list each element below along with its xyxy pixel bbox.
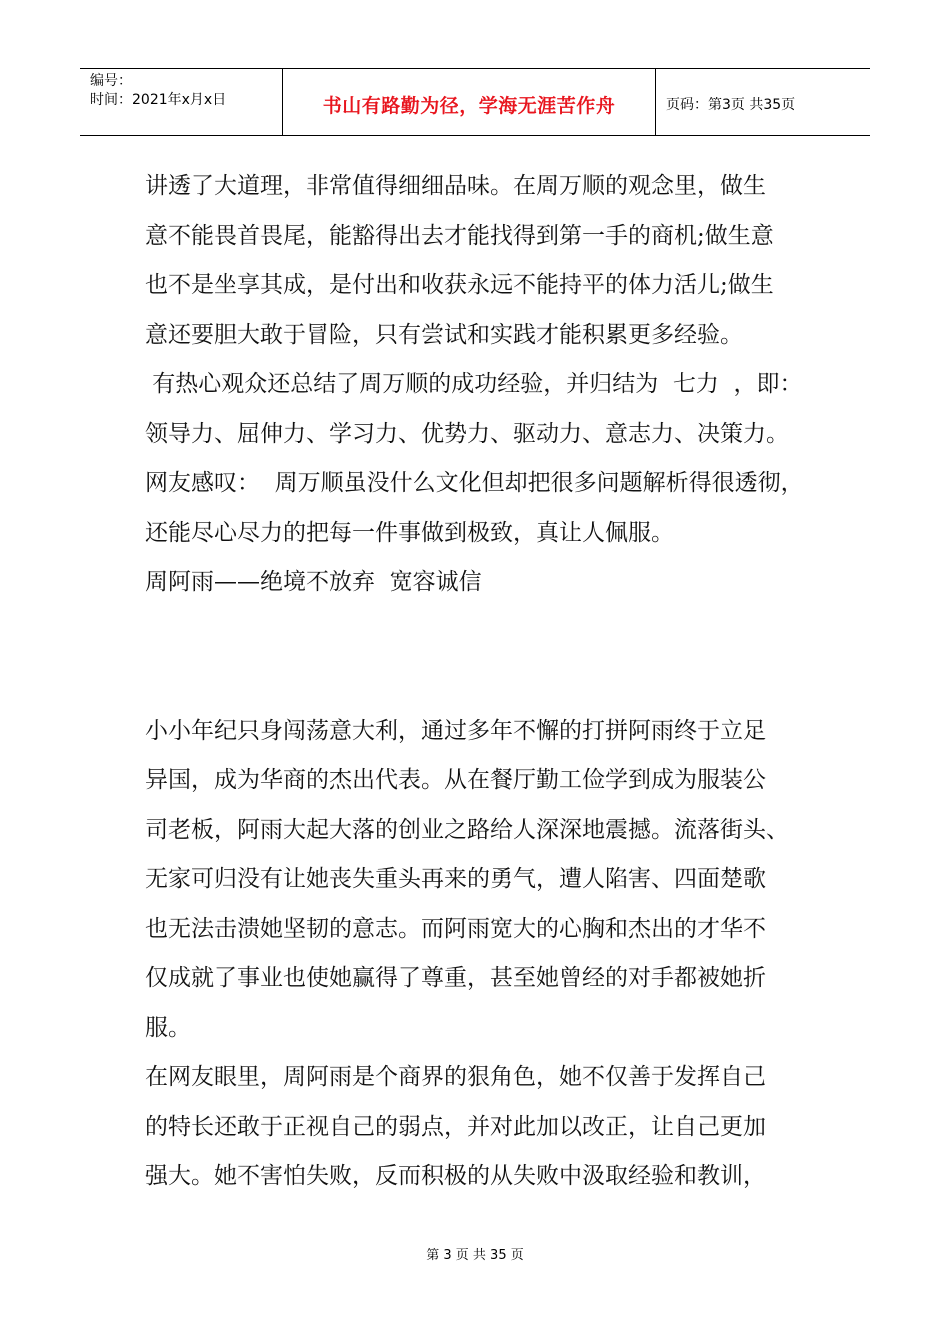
body-line: 服。 [145,1014,191,1041]
body-line: 也不是坐享其成，是付出和收获永远不能持平的体力活儿;做生 [145,272,774,298]
paragraph-gap [145,608,825,707]
body-line: 异国，成为华商的杰出代表。从在餐厅勤工俭学到成为服装公 [145,767,766,793]
body-line: 强大。她不害怕失败，反而积极的从失败中汲取经验和教训， [145,1163,766,1189]
page-header [80,68,870,136]
serial-number-label: 编号： [90,73,132,89]
body-line: 领导力、屈伸力、学习力、优势力、驱动力、意志力、决策力。 [145,420,789,447]
body-line: 司老板，阿雨大起大落的创业之路给人深深地震撼。流落街头、 [145,816,789,843]
body-line: 讲透了大道理，非常值得细细品味。在周万顺的观念里，做生 [145,173,766,199]
page-footer [0,1244,950,1263]
body-line: 有热心观众还总结了周万顺的成功经验，并归结为 七力 ，即： [145,371,803,397]
body-line: 意还要胆大敢于冒险，只有尝试和实践才能积累更多经验。 [145,321,743,348]
body-line: 也无法击溃她坚韧的意志。而阿雨宽大的心胸和杰出的才华不 [145,915,766,942]
body-line: 网友感叹： 周万顺虽没什么文化但却把很多问题解析得很透彻， [145,470,804,496]
body-line: 还能尽心尽力的把每一件事做到极致，真让人佩服。 [145,519,674,546]
body-line: 在网友眼里，周阿雨是个商界的狠角色，她不仅善于发挥自己 [145,1064,766,1090]
page-code-label: 页码：第3页 共35页 [666,97,796,113]
body-line: 仅成就了事业也使她赢得了尊重，甚至她曾经的对手都被她折 [145,965,766,991]
body-line: 无家可归没有让她丧失重头再来的勇气，遭人陷害、四面楚歌 [145,866,766,892]
header-motto-cell [283,69,656,135]
header-page-cell [656,69,870,135]
body-line: 小小年纪只身闯荡意大利，通过多年不懈的打拼阿雨终于立足 [145,717,766,744]
body-line: 的特长还敢于正视自己的弱点，并对此加以改正，让自己更加 [145,1113,766,1140]
header-meta-cell [80,69,283,135]
time-label: 时间：2021年x月x日 [90,92,227,108]
footer-page-number: 第 3 页 共 35 页 [426,1248,524,1263]
body-line: 意不能畏首畏尾，能豁得出去才能找得到第一手的商机;做生意 [145,222,774,249]
motto-text: 书山有路勤为径，学海无涯苦作舟 [322,94,616,117]
section-heading: 周阿雨——绝境不放弃 宽容诚信 [145,569,482,595]
document-body [145,162,825,1202]
